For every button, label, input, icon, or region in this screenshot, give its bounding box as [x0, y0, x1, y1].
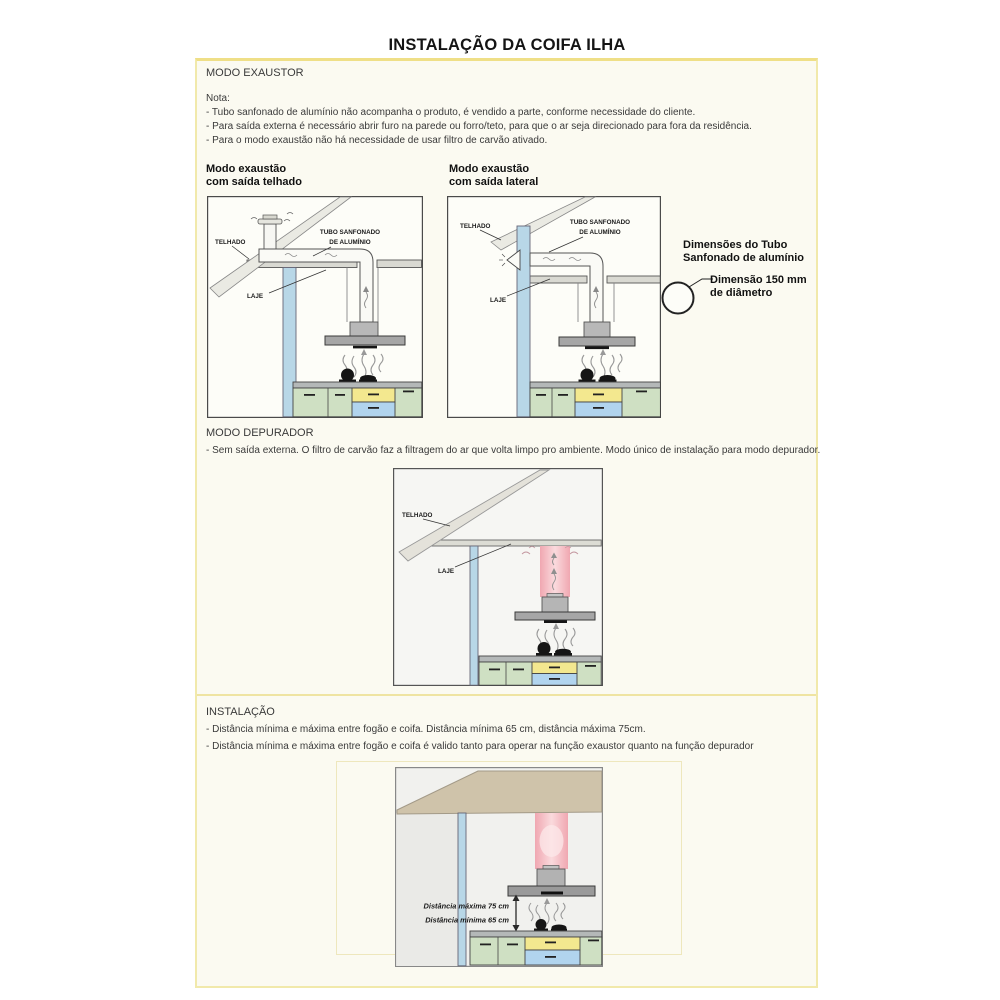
diagram-title-line: Modo exaustão	[206, 163, 287, 175]
section-divider	[197, 694, 816, 696]
counter-cabinets	[479, 656, 601, 685]
tube-title-line: Dimensões do Tubo	[683, 239, 788, 251]
diagram-instalacao	[395, 767, 603, 967]
diagram-title-line: com saída lateral	[449, 176, 539, 188]
label-laje: LAJE	[490, 297, 507, 304]
section-heading-exaustor: MODO EXAUSTOR	[206, 67, 304, 79]
note-item: - Para saída externa é necessário abrir furo na parede ou forro/teto, para que o ar seja direcionado para fora da residência.	[206, 121, 752, 132]
tube-dimension-note	[710, 274, 807, 300]
depurador-note: - Sem saída externa. O filtro de carvão faz a filtragem do ar que volta limpo pro ambiente. Modo único de instalação para modo depurador.	[206, 445, 821, 456]
exaustor-notes	[206, 106, 752, 148]
label-tubo-sanfonado: DE ALUMÍNIO	[579, 229, 621, 236]
note-item: - Tubo sanfonado de alumínio não acompanha o produto, é vendido a parte, conforme necessidade do cliente.	[206, 107, 696, 118]
diagram-roof-exit	[207, 196, 423, 418]
tube-dim-line: Dimensão 150 mm	[710, 274, 807, 286]
laje-slab	[530, 276, 587, 283]
counter-cabinets	[530, 382, 660, 417]
distance-max-label: Distância máxima 75 cm	[423, 901, 509, 911]
note-item: - Distância mínima e máxima entre fogão e coifa. Distância mínima 65 cm, distância máxima 75cm.	[206, 724, 646, 735]
air-glow	[540, 825, 564, 857]
section-heading-depurador: MODO DEPURADOR	[206, 427, 314, 439]
diagram-title-roof-exit	[206, 163, 302, 189]
page-title: INSTALAÇÃO DA COIFA ILHA	[388, 36, 626, 54]
diagram-title-line: Modo exaustão	[449, 163, 530, 175]
diagram-side-exit	[447, 196, 661, 418]
label-laje: LAJE	[438, 568, 455, 575]
wall-column	[470, 546, 478, 685]
laje-slab	[421, 540, 601, 546]
diagram-depurador	[393, 468, 603, 686]
label-tubo-sanfonado: DE ALUMÍNIO	[329, 239, 371, 246]
note-item: - Distância mínima e máxima entre fogão e coifa é valido tanto para operar na função exaustor quanto na função depurador	[206, 741, 754, 752]
counter-cabinets	[470, 931, 602, 965]
tube-dim-line: de diâmetro	[710, 287, 773, 299]
laje-slab	[377, 260, 422, 268]
nota-label: Nota:	[206, 93, 230, 104]
wall-shade	[396, 813, 458, 966]
tube-title-line: Sanfonado de alumínio	[683, 252, 805, 264]
label-telhado: TELHADO	[402, 512, 433, 519]
label-telhado: TELHADO	[215, 239, 246, 246]
tube-circle-icon	[656, 270, 716, 318]
label-tubo-sanfonado: TUBO SANFONADO	[319, 229, 381, 236]
diagram-title-line: com saída telhado	[206, 176, 302, 188]
diagram-title-side-exit	[449, 163, 538, 189]
instalacao-notes	[206, 721, 754, 755]
section-heading-instalacao: INSTALAÇÃO	[206, 706, 275, 718]
distance-min-label: Distância mínima 65 cm	[425, 915, 509, 925]
note-item: - Para o modo exaustão não há necessidade de usar filtro de carvão ativado.	[206, 135, 548, 146]
label-laje: LAJE	[247, 293, 264, 300]
counter-cabinets	[293, 382, 422, 417]
wall-column	[458, 813, 466, 966]
laje-slab	[607, 276, 660, 283]
tube-dimensions-title	[683, 239, 804, 265]
label-telhado: TELHADO	[460, 223, 491, 230]
label-tubo-sanfonado: TUBO SANFONADO	[569, 219, 631, 226]
